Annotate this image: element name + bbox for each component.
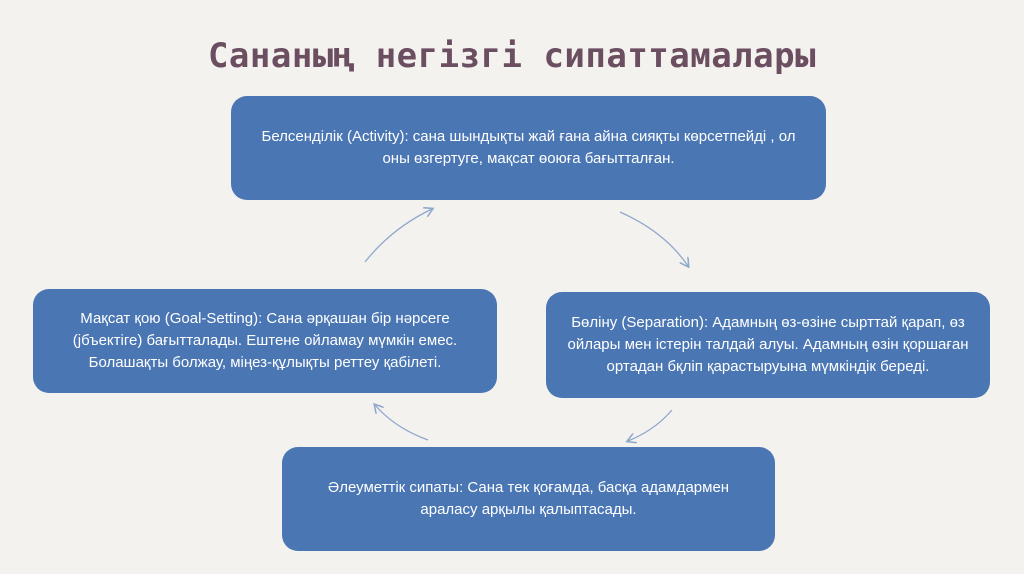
node-goal-setting-text: Мақсат қою (Goal-Setting): Сана әрқашан бір нәрсеге (jбъектіге) бағытталады. Ештене ойламау мүмкін емес. Болашақты болжау, міңез-құлықты реттеу қабілеті.: [72, 310, 458, 371]
arrow-top-to-right: [620, 212, 688, 266]
node-activity-text: Белсенділік (Activity): сана шындықты жай ғана айна сияқты көрсетпейді , ол оны өзгертуге, мақсат өоюға бағытталған.: [261, 128, 796, 167]
arrow-left-to-top: [365, 209, 432, 262]
arrow-right-to-bottom: [628, 410, 672, 441]
arrow-bottom-to-left: [375, 405, 428, 440]
node-separation-text: Бөліну (Separation): Адамның өз-өзіне сырттай қарап, өз ойлары мен істерін талдай алуы. Адамның өзін қоршаған ортадан бқліп қарастыруына мүмкіндік береді.: [567, 314, 969, 375]
node-social-text: Әлеуметтік сипаты: Сана тек қоғамда, басқа адамдармен араласу арқылы қалыптасады.: [327, 479, 730, 518]
slide-title: Сананың негізгі сипаттамалары: [207, 36, 817, 76]
